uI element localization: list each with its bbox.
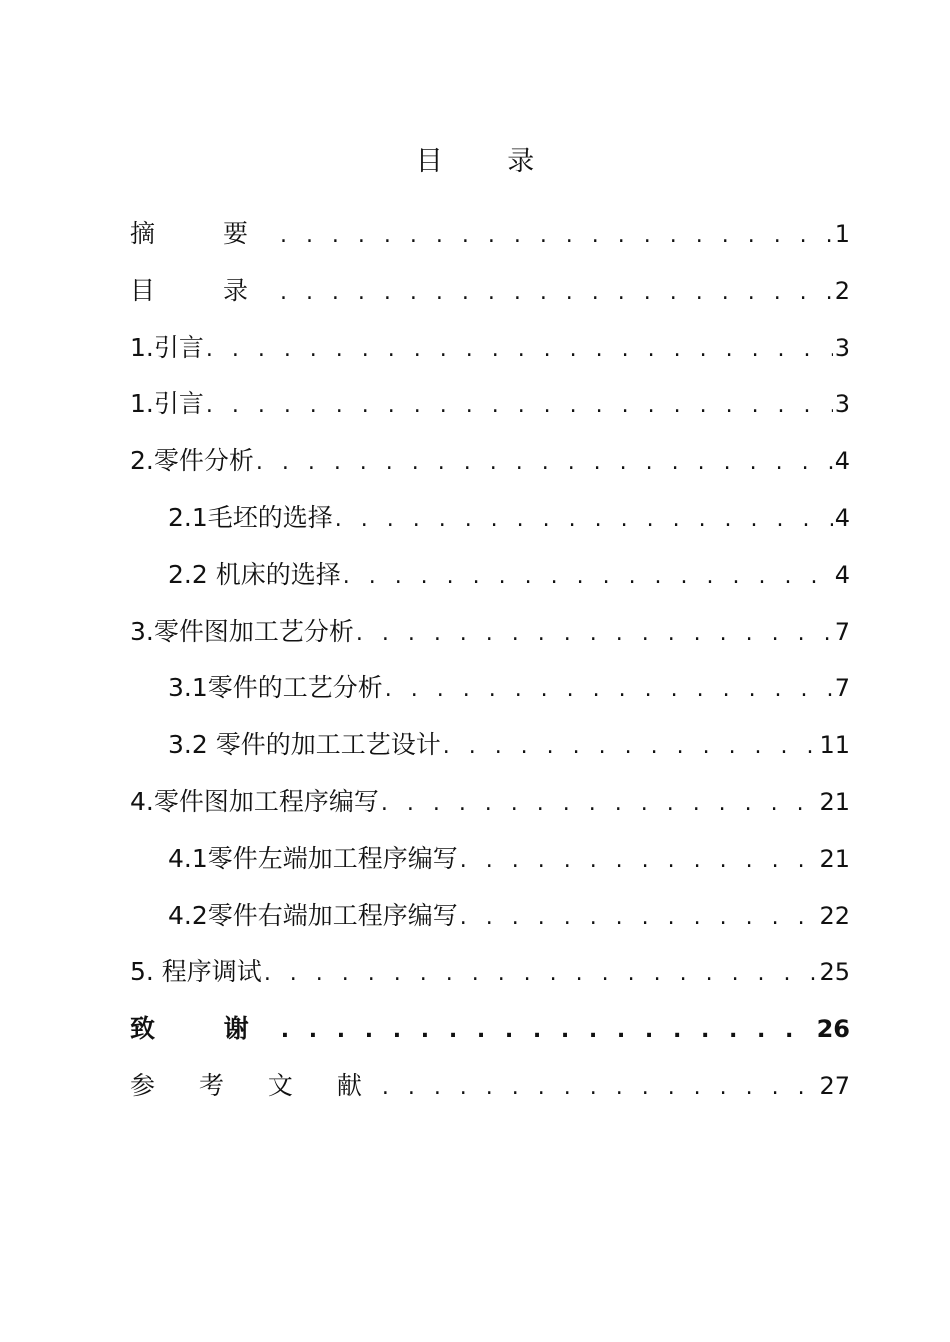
toc-dot-leader <box>343 555 833 599</box>
toc-entry-label: 摘 要 <box>130 219 278 248</box>
toc-dot-leader <box>460 896 818 940</box>
toc-page-number: 4 <box>834 447 850 476</box>
table-of-contents <box>130 212 850 1121</box>
toc-dot-leader <box>382 1066 818 1110</box>
toc-dot-leader <box>460 839 818 883</box>
toc-dot-leader <box>281 1009 815 1053</box>
toc-entry-introduction-duplicate[interactable] <box>130 382 850 439</box>
toc-title: 目 录 <box>415 146 563 177</box>
toc-page-number: 25 <box>819 958 850 987</box>
toc-entry-label: 2.1毛坯的选择 <box>168 502 333 532</box>
toc-page-number: 11 <box>819 731 850 760</box>
toc-entry-label: 致 谢 <box>130 1014 279 1044</box>
toc-entry-label: 2.2 机床的选择 <box>168 559 341 589</box>
toc-entry-introduction[interactable] <box>130 326 850 383</box>
toc-entry-part-process-analysis[interactable] <box>130 666 850 723</box>
toc-dot-leader <box>356 612 833 656</box>
toc-entry-label: 参 考 文 献 <box>130 1070 380 1100</box>
toc-entry-label: 4.1零件左端加工程序编写 <box>168 843 458 873</box>
toc-page-number: 22 <box>819 901 850 930</box>
toc-entry-blank-selection[interactable] <box>130 496 850 553</box>
toc-page-number: 21 <box>819 844 850 873</box>
toc-page-number: 27 <box>819 1071 850 1100</box>
toc-dot-leader <box>280 214 833 258</box>
toc-entry-contents[interactable] <box>130 269 850 326</box>
toc-entry-acknowledgements[interactable] <box>130 1007 850 1064</box>
toc-entry-abstract[interactable] <box>130 212 850 269</box>
toc-entry-label: 3.2 零件的加工工艺设计 <box>168 730 441 760</box>
toc-page-number: 26 <box>816 1015 850 1044</box>
toc-page-number: 3 <box>834 390 850 419</box>
toc-entry-machine-selection[interactable] <box>130 553 850 610</box>
toc-entry-label: 目 录 <box>130 275 278 305</box>
toc-entry-label: 4.2零件右端加工程序编写 <box>168 900 458 930</box>
toc-entry-debugging[interactable] <box>130 950 850 1007</box>
toc-dot-leader <box>443 725 818 769</box>
toc-page-number: 3 <box>834 333 850 362</box>
toc-page-number: 1 <box>834 220 850 248</box>
toc-entry-process-analysis[interactable] <box>130 610 850 667</box>
toc-entry-label: 2.零件分析 <box>130 446 254 476</box>
toc-page-number: 7 <box>834 674 850 703</box>
toc-entry-left-end-programming[interactable] <box>130 837 850 894</box>
toc-entry-part-analysis[interactable] <box>130 439 850 496</box>
toc-entry-right-end-programming[interactable] <box>130 894 850 951</box>
toc-page-number: 7 <box>834 617 850 646</box>
toc-entry-programming[interactable] <box>130 780 850 837</box>
toc-dot-leader <box>256 441 833 485</box>
toc-page-number: 21 <box>819 787 850 816</box>
toc-entry-process-design[interactable] <box>130 723 850 780</box>
toc-entry-label: 3.零件图加工艺分析 <box>130 616 354 646</box>
toc-page-number: 4 <box>834 560 850 589</box>
toc-dot-leader <box>385 668 833 712</box>
toc-dot-leader <box>335 498 833 542</box>
toc-dot-leader <box>264 952 818 996</box>
toc-page-number: 2 <box>834 276 850 305</box>
toc-dot-leader <box>280 271 833 315</box>
toc-dot-leader <box>381 782 818 826</box>
toc-entry-label: 1.引言 <box>130 332 204 362</box>
toc-page-number: 4 <box>834 503 850 532</box>
toc-entry-references[interactable] <box>130 1064 850 1121</box>
toc-dot-leader <box>206 384 833 428</box>
toc-entry-label: 4.零件图加工程序编写 <box>130 786 379 816</box>
toc-dot-leader <box>206 328 833 372</box>
toc-entry-label: 1.引言 <box>130 389 204 419</box>
toc-entry-label: 3.1零件的工艺分析 <box>168 673 383 703</box>
toc-entry-label: 5. 程序调试 <box>130 957 262 987</box>
